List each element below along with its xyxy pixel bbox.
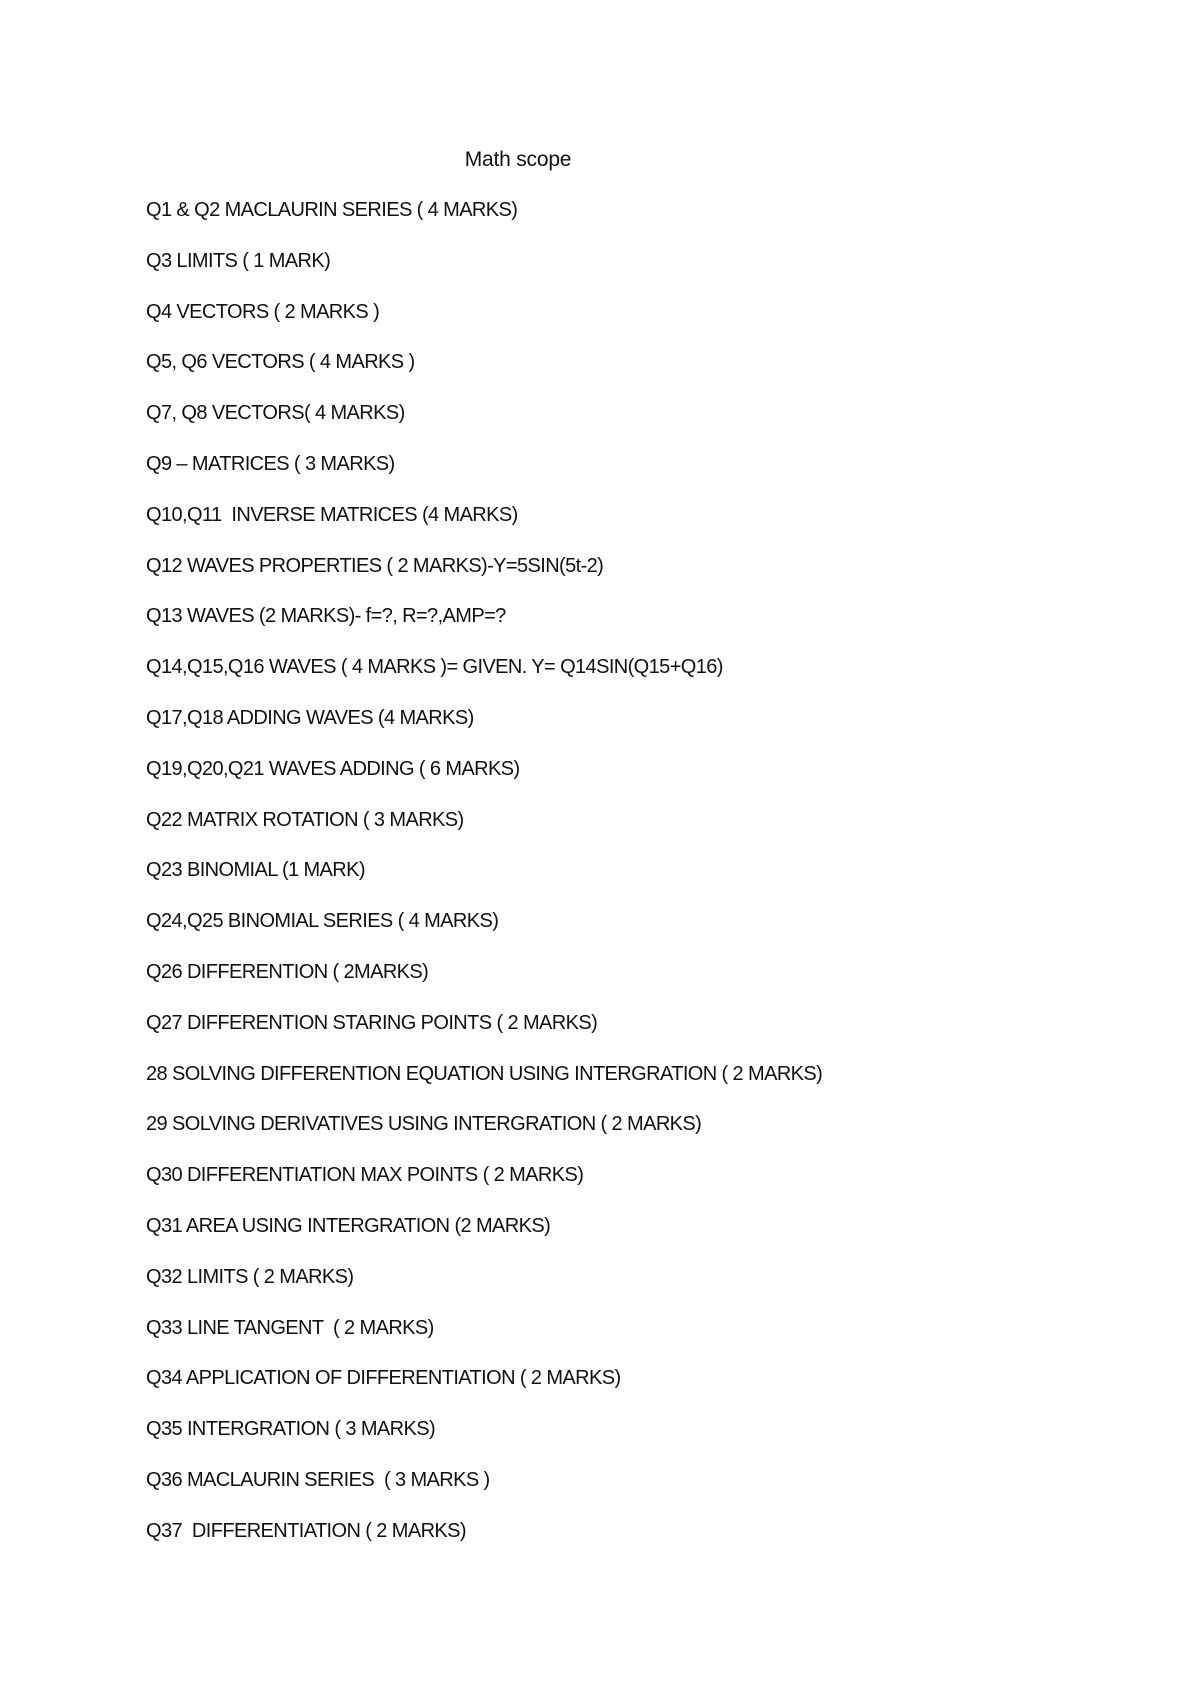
- scope-item-q7-q8: Q7, Q8 VECTORS( 4 MARKS): [146, 402, 405, 425]
- scope-item-q27: Q27 DIFFERENTION STARING POINTS ( 2 MARKS): [146, 1011, 598, 1034]
- scope-item-q14-q16: Q14,Q15,Q16 WAVES ( 4 MARKS )= GIVEN. Y= Q14SIN(Q15+Q16): [146, 656, 723, 679]
- scope-item-q26: Q26 DIFFERENTION ( 2MARKS): [146, 960, 429, 983]
- scope-item-q3: Q3 LIMITS ( 1 MARK): [146, 249, 331, 272]
- scope-item-q17-q18: Q17,Q18 ADDING WAVES (4 MARKS): [146, 706, 474, 729]
- scope-item-q10-q11: Q10,Q11 INVERSE MATRICES (4 MARKS): [146, 503, 518, 526]
- scope-list: [146, 196, 1146, 1568]
- scope-item-q34: Q34 APPLICATION OF DIFFERENTIATION ( 2 MARKS): [146, 1367, 621, 1390]
- scope-item-28: 28 SOLVING DIFFERENTION EQUATION USING INTERGRATION ( 2 MARKS): [146, 1062, 823, 1085]
- scope-item-q13: Q13 WAVES (2 MARKS)- f=?, R=?,AMP=?: [146, 605, 506, 628]
- scope-item-q33: Q33 LINE TANGENT ( 2 MARKS): [146, 1316, 434, 1339]
- scope-item-29: 29 SOLVING DERIVATIVES USING INTERGRATION ( 2 MARKS): [146, 1113, 702, 1136]
- scope-item-q9: Q9 – MATRICES ( 3 MARKS): [146, 452, 395, 475]
- scope-item-q35: Q35 INTERGRATION ( 3 MARKS): [146, 1418, 436, 1441]
- scope-item-q5-q6: Q5, Q6 VECTORS ( 4 MARKS ): [146, 351, 415, 374]
- scope-item-q4: Q4 VECTORS ( 2 MARKS ): [146, 300, 380, 323]
- scope-item-q37: Q37 DIFFERENTIATION ( 2 MARKS): [146, 1519, 466, 1542]
- scope-item-q22: Q22 MATRIX ROTATION ( 3 MARKS): [146, 808, 464, 831]
- scope-item-q19-q21: Q19,Q20,Q21 WAVES ADDING ( 6 MARKS): [146, 757, 520, 780]
- scope-item-q24-q25: Q24,Q25 BINOMIAL SERIES ( 4 MARKS): [146, 910, 499, 933]
- document-title: Math scope: [464, 148, 572, 171]
- scope-item-q1-q2: Q1 & Q2 MACLAURIN SERIES ( 4 MARKS): [146, 199, 518, 221]
- scope-item-q12: Q12 WAVES PROPERTIES ( 2 MARKS)-Y=5SIN(5t-2): [146, 554, 604, 577]
- scope-item-q32: Q32 LIMITS ( 2 MARKS): [146, 1265, 354, 1288]
- scope-item-q36: Q36 MACLAURIN SERIES ( 3 MARKS ): [146, 1468, 490, 1491]
- scope-item-q30: Q30 DIFFERENTIATION MAX POINTS ( 2 MARKS): [146, 1164, 584, 1187]
- scope-item-q31: Q31 AREA USING INTERGRATION (2 MARKS): [146, 1214, 551, 1237]
- scope-item-q23: Q23 BINOMIAL (1 MARK): [146, 859, 365, 882]
